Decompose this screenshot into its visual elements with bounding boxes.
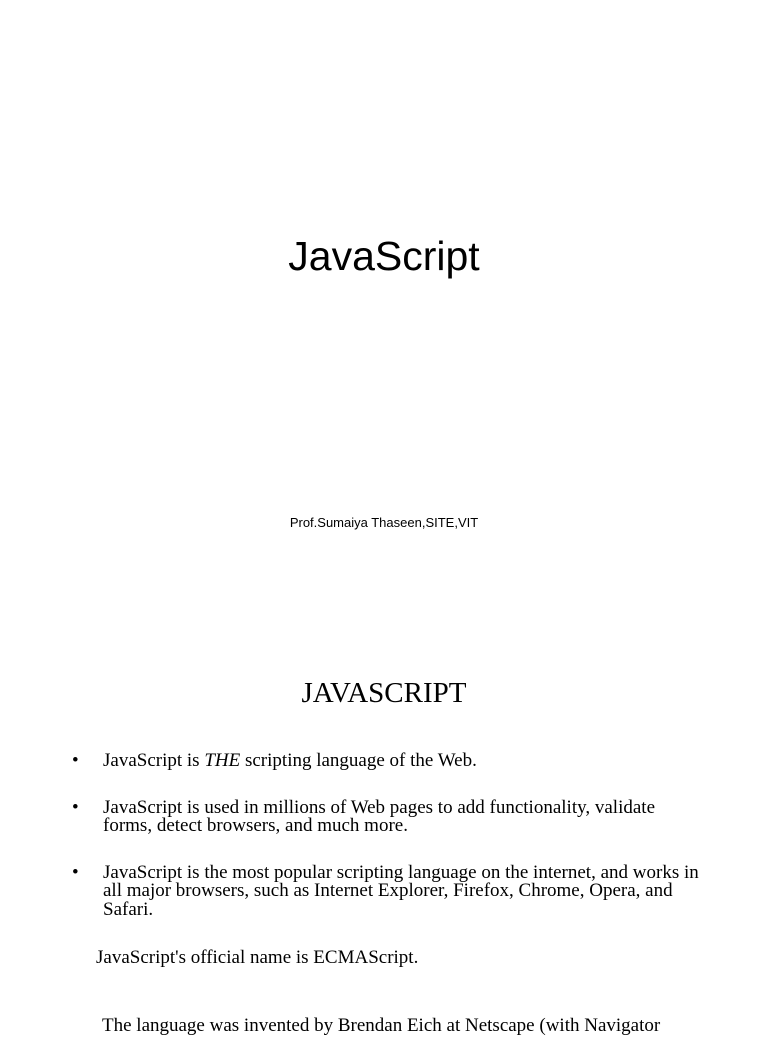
- bullet-item: [72, 752, 702, 771]
- author-credit: Prof.Sumaiya Thaseen,SITE,VIT: [289, 515, 479, 530]
- bullet-text: JavaScript is the most popular scripting language on the internet, and works in all major browsers, such as Internet Explorer, Firefox, Chrome, Opera, and Safari.: [103, 861, 699, 920]
- slide-heading: JAVASCRIPT: [301, 677, 467, 709]
- bullet-icon: •: [72, 750, 79, 771]
- content-slide: [0, 620, 768, 1036]
- bullet-item: [72, 861, 702, 920]
- bullet-text: [103, 750, 477, 771]
- bullet-text-part: scripting language of the Web.: [240, 750, 477, 771]
- bullet-icon: •: [72, 796, 79, 818]
- bullet-icon: •: [72, 861, 79, 883]
- bullet-text: JavaScript is used in millions of Web pages to add functionality, validate forms, detect browsers, and much more.: [103, 796, 656, 836]
- emphasis-text: THE: [204, 750, 241, 771]
- bullet-item: [72, 796, 702, 836]
- partial-line: The language was invented by Brendan Eich at Netscape (with Navigator: [102, 1015, 661, 1036]
- slide-title: JavaScript: [288, 233, 480, 279]
- bullet-text-part: JavaScript is: [103, 750, 205, 771]
- bullet-list: [72, 752, 702, 919]
- note-text: JavaScript's official name is ECMAScript.: [96, 947, 419, 968]
